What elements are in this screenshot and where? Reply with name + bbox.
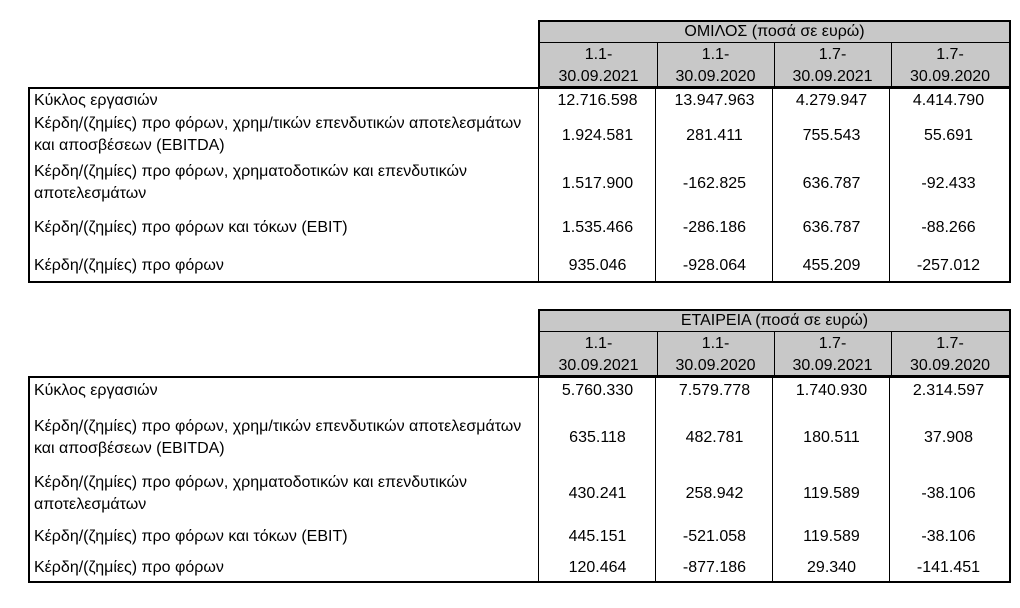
table-cell: 4.414.790 <box>912 92 985 109</box>
table-cell: -286.186 <box>682 219 747 236</box>
company-table-header <box>538 309 1011 377</box>
table-cell: 935.046 <box>568 257 627 274</box>
table-cell: 180.511 <box>803 429 860 446</box>
table-cell: 636.787 <box>802 219 861 236</box>
table-cell: 1.535.466 <box>561 219 634 236</box>
table-cell: 29.340 <box>807 559 856 576</box>
table-cell: -92.433 <box>921 175 976 192</box>
table-cell: -162.825 <box>682 175 747 192</box>
company-table-title: ΕΤΑΙΡΕΙΑ (ποσά σε ευρώ) <box>540 311 1009 332</box>
row-label: Κέρδη/(ζημίες) προ φόρων και τόκων (EBIT) <box>34 219 348 236</box>
row-label: Κέρδη/(ζημίες) προ φόρων, χρηματοδοτικών και επενδυτικών αποτελεσμάτων <box>34 163 468 202</box>
table-cell: -521.058 <box>682 528 747 545</box>
table-cell: 4.279.947 <box>795 92 868 109</box>
row-label: Κέρδη/(ζημίες) προ φόρων <box>34 559 224 576</box>
table-cell: 55.691 <box>924 127 973 144</box>
period-header: 1.7- 30.09.2020 <box>909 335 991 374</box>
row-label: Κέρδη/(ζημίες) προ φόρων <box>34 257 224 274</box>
table-cell: -928.064 <box>682 257 747 274</box>
company-table-body <box>28 376 1011 583</box>
table-cell: -257.012 <box>916 257 981 274</box>
table-cell: 455.209 <box>802 257 861 274</box>
table-cell: 636.787 <box>802 175 861 192</box>
period-header: 1.1- 30.09.2021 <box>558 46 639 85</box>
row-label: Κύκλος εργασιών <box>34 92 158 109</box>
table-cell: -88.266 <box>921 219 976 236</box>
row-label: Κύκλος εργασιών <box>34 382 158 399</box>
period-header: 1.1- 30.09.2021 <box>558 335 639 374</box>
period-header: 1.1- 30.09.2020 <box>675 46 756 85</box>
table-cell: 635.118 <box>569 429 626 446</box>
table-cell: 7.579.778 <box>678 382 751 399</box>
table-cell: 1.517.900 <box>561 175 634 192</box>
table-cell: 755.543 <box>802 127 861 144</box>
table-cell: 5.760.330 <box>561 382 634 399</box>
table-cell: 120.464 <box>568 559 627 576</box>
period-header: 1.1- 30.09.2020 <box>675 335 756 374</box>
table-cell: -38.106 <box>921 528 976 545</box>
table-cell: 12.716.598 <box>557 92 638 109</box>
table-cell: 1.740.930 <box>795 382 868 399</box>
table-cell: 13.947.963 <box>674 92 755 109</box>
period-header: 1.7- 30.09.2021 <box>792 46 873 85</box>
table-cell: 430.241 <box>568 485 627 502</box>
table-cell: -877.186 <box>682 559 747 576</box>
table-cell: -141.451 <box>916 559 981 576</box>
table-cell: 445.151 <box>568 528 627 545</box>
table-cell: -38.106 <box>921 485 976 502</box>
table-cell: 1.924.581 <box>561 127 634 144</box>
row-label: Κέρδη/(ζημίες) προ φόρων, χρημ/τικών επενδυτικών αποτελεσμάτων και αποσβέσεων (EBITDA) <box>34 115 522 154</box>
group-table-body <box>28 87 1011 283</box>
group-table-header <box>538 20 1011 88</box>
table-cell: 2.314.597 <box>912 382 985 399</box>
group-table-title: ΟΜΙΛΟΣ (ποσά σε ευρώ) <box>540 22 1009 43</box>
table-cell: 37.908 <box>924 429 973 446</box>
table-cell: 482.781 <box>685 429 744 446</box>
table-cell: 119.589 <box>803 485 860 502</box>
row-label: Κέρδη/(ζημίες) προ φόρων, χρηματοδοτικών και επενδυτικών αποτελεσμάτων <box>34 474 468 513</box>
row-label: Κέρδη/(ζημίες) προ φόρων και τόκων (EBIT) <box>34 528 348 545</box>
table-cell: 258.942 <box>685 485 744 502</box>
table-cell: 281.411 <box>686 127 743 144</box>
period-header: 1.7- 30.09.2021 <box>792 335 873 374</box>
period-header: 1.7- 30.09.2020 <box>909 46 991 85</box>
table-cell: 119.589 <box>803 528 860 545</box>
row-label: Κέρδη/(ζημίες) προ φόρων, χρημ/τικών επενδυτικών αποτελεσμάτων και αποσβέσεων (EBITDA) <box>34 418 522 457</box>
